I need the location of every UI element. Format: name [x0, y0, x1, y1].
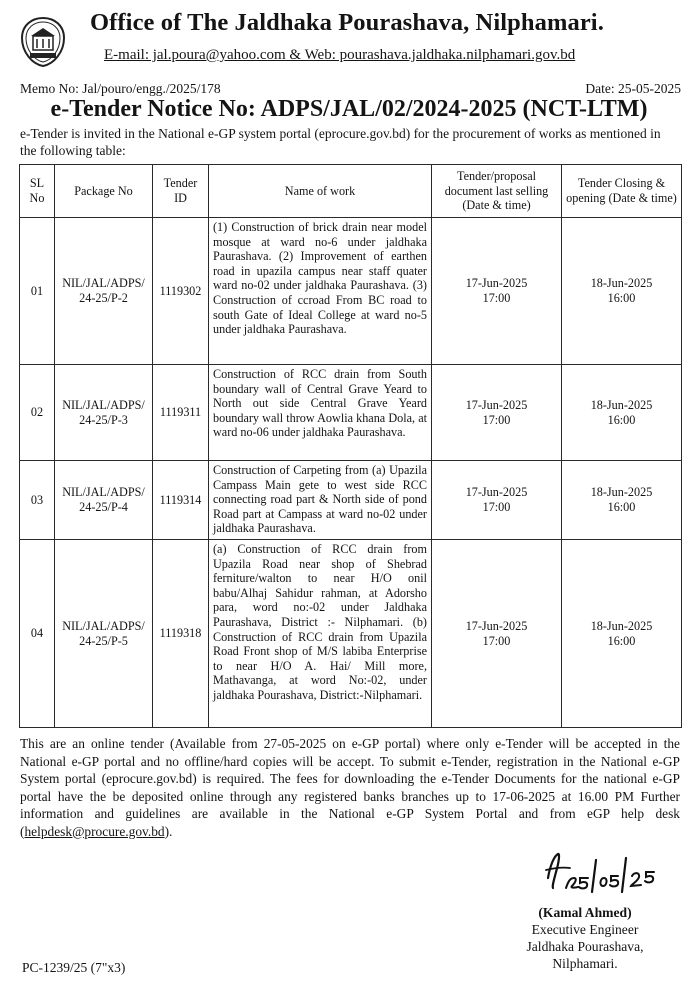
selling-date: 17-Jun-2025	[465, 485, 528, 500]
cell-package: NIL/JAL/ADPS/ 24-25/P-4	[55, 461, 153, 540]
cell-selling	[432, 461, 562, 540]
selling-time: 17:00	[482, 500, 511, 514]
cell-package: NIL/JAL/ADPS/ 24-25/P-5	[55, 540, 153, 728]
header-selling: Tender/proposal document last selling (Date & time)	[432, 165, 562, 218]
cell-tender-id: 1119302	[153, 218, 209, 365]
cell-closing	[562, 540, 682, 728]
cell-package: NIL/JAL/ADPS/ 24-25/P-2	[55, 218, 153, 365]
cell-selling	[432, 365, 562, 461]
municipality-emblem-icon	[20, 16, 66, 68]
cell-work: Construction of RCC drain from South boundary wall of Central Grave Yeard to North out side Central Grave Yeard boundary wall throw Aowlia khana Dola, at ward no-06 under jaldhaka Paurashava.	[209, 365, 432, 461]
table-row	[20, 540, 682, 728]
footer-paragraph	[20, 735, 680, 840]
closing-time: 16:00	[607, 500, 636, 514]
print-code: PC-1239/25 (7"x3)	[22, 960, 126, 975]
cell-selling	[432, 218, 562, 365]
table-header-row	[20, 165, 682, 218]
table-row	[20, 461, 682, 540]
signatory-district: Nilphamari.	[552, 956, 618, 971]
closing-time: 16:00	[607, 291, 636, 305]
selling-date: 17-Jun-2025	[465, 397, 528, 412]
table-row	[20, 218, 682, 365]
notice-intro: e-Tender is invited in the National e-GP system portal (eprocure.gov.bd) for the procurement of works as mentioned in the following table:	[20, 126, 661, 158]
selling-time: 17:00	[482, 412, 511, 427]
signatory-office: Jaldhaka Pourashava,	[526, 939, 644, 954]
cell-sl: 01	[20, 218, 55, 365]
memo-number: Memo No: Jal/pouro/engg./2025/178	[20, 81, 221, 96]
cell-tender-id: 1119314	[153, 461, 209, 540]
tender-table	[19, 164, 682, 728]
memo-date: Date: 25-05-2025	[585, 81, 681, 96]
cell-sl: 04	[20, 540, 55, 728]
cell-work: Construction of Carpeting from (a) Upazila Campass Main gete to west side RCC connecting road part & North side of pond Road part at Campass at ward no-02 under jaldhaka Paurashava.	[209, 461, 432, 540]
header-package: Package No	[55, 165, 153, 218]
signatory-name: (Kamal Ahmed)	[538, 905, 632, 920]
cell-tender-id: 1119311	[153, 365, 209, 461]
selling-date: 17-Jun-2025	[465, 618, 528, 633]
cell-closing	[562, 365, 682, 461]
cell-closing	[562, 461, 682, 540]
handwritten-signature	[540, 848, 660, 898]
header-closing: Tender Closing & opening (Date & time)	[562, 165, 682, 218]
cell-tender-id: 1119318	[153, 540, 209, 728]
closing-time: 16:00	[607, 633, 636, 648]
cell-selling	[432, 540, 562, 728]
selling-date: 17-Jun-2025	[465, 276, 528, 291]
header-work: Name of work	[209, 165, 432, 218]
closing-date: 18-Jun-2025	[590, 276, 653, 291]
cell-sl: 02	[20, 365, 55, 461]
closing-date: 18-Jun-2025	[590, 485, 653, 500]
signatory-block	[492, 904, 678, 972]
office-title: Office of The Jaldhaka Pourashava, Nilphamari.	[90, 9, 604, 36]
header-sl: SL No	[20, 165, 55, 218]
header-tender-id: Tender ID	[153, 165, 209, 218]
cell-work: (1) Construction of brick drain near model mosque at ward no-6 under jaldhaka Paurashava. (2) Improvement of earthen road in upazila campus near staff quater ward no-02 under jaldhaka Paurashava. (3) Construction of ccroad From BC road to south Gate of Ideal College at ward no-5 under jaldhaka Paurashava.	[209, 218, 432, 365]
selling-time: 17:00	[482, 291, 511, 305]
closing-date: 18-Jun-2025	[590, 618, 653, 633]
cell-closing	[562, 218, 682, 365]
closing-date: 18-Jun-2025	[590, 397, 653, 412]
notice-title: e-Tender Notice No: ADPS/JAL/02/2024-2025 (NCT-LTM)	[50, 96, 648, 122]
selling-time: 17:00	[482, 633, 511, 648]
contact-line[interactable]: E-mail: jal.poura@yahoo.com & Web: pourashava.jaldhaka.nilphamari.gov.bd	[104, 47, 576, 63]
cell-sl: 03	[20, 461, 55, 540]
footer-text-end: ).	[164, 823, 173, 839]
footer-text: This are an online tender (Available from 27-05-2025 on e-GP portal) where only e-Tender will be accepted in the National e-GP portal and no offline/hard copies will be accept. To submit e-Tender, registration in the National e-GP System portal (eprocure.gov.bd) is required. The fees for downloading the e-Tender Documents for the national e-GP portal have the be deposited online through any registered banks branches up to 17-06-2025 at 16.00 PM Further information and guidelines are available in the National e-GP System Portal and from eGP help desk (	[20, 736, 680, 839]
cell-work: (a) Construction of RCC drain from Upazila Road near shop of Shebrad ferniture/walton to near H/O onil babu/Alhaj Sahidur rahman, at Adorsho para, word no:-02 under Jaldhaka Paurashava, District :- Nilphamari. (b) Construction of RCC drain from Upazila Road Front shop of M/S labiba Enterprise to near H/O A. Hai/ Mill more, Mathavanga, at word No:-02, under jaldhaka Pourashava, District:-Nilphamari.	[209, 540, 432, 728]
table-row	[20, 365, 682, 461]
helpdesk-email-link[interactable]: helpdesk@procure.gov.bd	[24, 823, 165, 839]
cell-package: NIL/JAL/ADPS/ 24-25/P-3	[55, 365, 153, 461]
signatory-designation: Executive Engineer	[531, 922, 639, 937]
closing-time: 16:00	[607, 412, 636, 427]
